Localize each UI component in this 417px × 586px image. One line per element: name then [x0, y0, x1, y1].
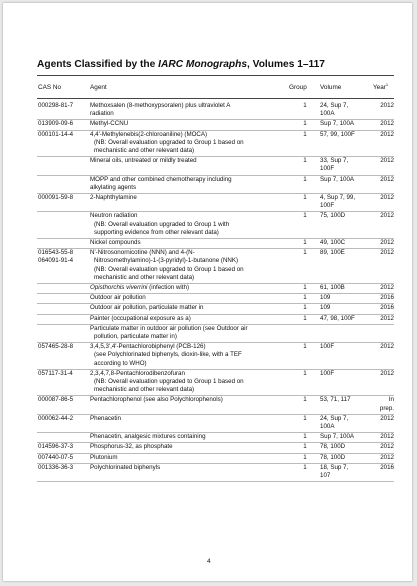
row-agent-line: (NB: Overall evaluation upgraded to Group 1 based on: [94, 378, 244, 385]
row-agent-line: (see Polychlorinated biphenyls, dioxin-like, with a TEF: [94, 351, 242, 359]
row-volume-line: 89, 100E: [320, 249, 345, 257]
row-group: 1: [303, 443, 307, 451]
title-italic: IARC Monographs: [158, 59, 248, 70]
row-volume-line: 61, 100B: [320, 284, 345, 291]
row-group: 1: [303, 194, 307, 201]
row-agent-line: (NB: Overall evaluation upgraded to Group 1 based on: [94, 265, 244, 273]
row-volume-line: Sup 7, 100A: [320, 120, 355, 128]
row-agent-line: 4,4'-Methylenebis(2-chloroaniline) (MOCA): [90, 130, 208, 138]
row-year-line: 2012: [380, 249, 394, 257]
row-agent-line: Methoxsalen (8-methoxypsoralen) plus ultraviolet A: [90, 102, 231, 109]
row-year-line: 2012: [380, 130, 394, 138]
row-agent-line: Polychlorinated biphenyls: [90, 463, 161, 471]
row-cas: 000101-14-4: [38, 130, 74, 138]
row-agent-line: Painter (occupational exposure as a): [90, 314, 191, 322]
row-year-line: 2012: [380, 120, 394, 128]
header-agent: Agent: [90, 84, 107, 91]
row-year-line: 2012: [380, 175, 394, 183]
row-agent-line: according to WHO): [94, 359, 147, 367]
row-agent-line: Nitrosomethylamino)-1-(3-pyridyl)-1-butanone (NNK): [94, 257, 239, 265]
row-year-line: 2012: [380, 443, 394, 451]
row-group: 1: [303, 249, 307, 257]
top-rule: [37, 75, 394, 76]
row-agent-line: (NB: Overall evaluation upgraded to Group 1 with: [94, 220, 230, 228]
header-group: Group: [289, 84, 307, 91]
row-agent-line: radiation: [90, 110, 114, 118]
row-agent-line: Particulate matter in outdoor air pollution (see Outdoor air: [90, 324, 248, 332]
row-volume-line: 109: [320, 304, 331, 312]
row-volume-line: 18, Sup 7,: [320, 463, 349, 471]
row-cas: 000062-44-2: [38, 414, 74, 422]
row-agent-line: 3,4,5,3',4'-Pentachlorobiphenyl (PCB-126): [90, 343, 206, 351]
row-year-line: prep.: [379, 404, 394, 412]
row-agent-line: 2-Naphthylamine: [90, 194, 137, 201]
row-year-line: 2012: [380, 314, 394, 322]
row-agent-line: Phenacetin: [90, 414, 121, 422]
row-volume-line: Sup 7, 100A: [320, 175, 355, 183]
row-agent-line: Neutron radiation: [90, 212, 138, 220]
row-group: 1: [303, 157, 307, 165]
row-cas-secondary: 064091-91-4: [38, 257, 74, 265]
row-group: 1: [303, 212, 307, 220]
header-year: [373, 81, 389, 92]
row-volume-line: 24, Sup 7,: [320, 414, 349, 422]
row-cas: 014596-37-3: [38, 443, 74, 451]
row-volume-line: 100A: [320, 423, 335, 430]
row-group: 1: [303, 294, 307, 302]
page-number: 4: [207, 558, 211, 565]
row-year-line: 2012: [380, 194, 394, 201]
row-agent-line: Pentachlorophenol (see also Polychlorophenols): [90, 396, 223, 404]
row-volume-line: 100F: [320, 343, 335, 351]
row-agent-line: Opisthorchis viverrini (infection with): [90, 284, 190, 291]
row-year-line: 2012: [380, 212, 394, 220]
row-agent-line: Phenacetin, analgesic mixtures containing: [90, 433, 206, 441]
row-group: 1: [303, 414, 307, 422]
row-year-line: 2012: [380, 239, 394, 246]
row-cas: 016543-55-8: [38, 249, 74, 257]
title-suffix: , Volumes 1–117: [247, 59, 325, 70]
row-volume-line: Sup 7, 100A: [320, 433, 355, 441]
row-cas: 013909-09-6: [38, 120, 74, 128]
row-agent-line: Outdoor air pollution, particulate matter in: [90, 304, 204, 312]
row-volume-line: 49, 100C: [320, 239, 346, 246]
row-cas: 057117-31-4: [38, 369, 73, 377]
row-cas: 000087-86-5: [38, 396, 74, 404]
row-volume-line: 107: [320, 472, 331, 479]
row-cas: 000298-81-7: [38, 102, 74, 109]
row-group: 1: [303, 433, 307, 441]
row-group: 1: [303, 239, 307, 246]
row-year-line: 2012: [380, 453, 394, 461]
row-cas: 001336-36-3: [38, 463, 74, 471]
row-group: 1: [303, 175, 307, 183]
row-agent-line: mechanistic and other relevant data): [94, 147, 195, 154]
row-volume-line: 100F: [320, 165, 335, 173]
row-year-line: 2016: [380, 294, 394, 302]
page-title: [37, 59, 397, 70]
row-year-line: 2012: [380, 414, 394, 422]
row-volume-line: 78, 100D: [320, 453, 346, 461]
row-agent-line: Phosphorus-32, as phosphate: [90, 443, 173, 451]
header-cas: CAS No: [38, 84, 62, 91]
row-group: 1: [303, 396, 307, 404]
row-volume-line: 4, Sup 7, 99,: [320, 194, 356, 201]
row-agent-line: MOPP and other combined chemotherapy including: [90, 175, 232, 183]
row-group: 1: [303, 314, 307, 322]
header-year-label: Year: [373, 84, 386, 91]
header-rule: [37, 98, 394, 99]
row-year-line: 2012: [380, 433, 394, 441]
row-year-line: 2016: [380, 304, 394, 312]
document-page: [3, 3, 412, 581]
row-volume-line: 100A: [320, 110, 335, 118]
row-agent-line: N'-Nitrosonornicotine (NNN) and 4-(N-: [90, 249, 195, 257]
row-agent-line: supporting evidence from other relevant data): [94, 228, 219, 236]
row-group: 1: [303, 369, 307, 377]
row-volume-line: 78, 100D: [320, 443, 346, 451]
row-year-line: 2016: [380, 463, 394, 471]
row-agent-line: mechanistic and other relevant data): [94, 386, 195, 394]
row-group: 1: [303, 463, 307, 471]
row-agent-line: (NB: Overall evaluation upgraded to Group 1 based on: [94, 138, 244, 146]
row-volume-line: 47, 98, 100F: [320, 314, 355, 322]
row-year-line: In: [388, 396, 394, 404]
row-cas: 007440-07-5: [38, 453, 74, 461]
row-volume-line: 109: [320, 294, 331, 302]
row-group: 1: [303, 453, 307, 461]
row-year-line: 2012: [380, 284, 394, 291]
row-volume-line: 75, 100D: [320, 212, 346, 220]
row-volume-line: 100F: [320, 202, 335, 210]
header-volume: Volume: [320, 84, 342, 91]
row-cas: 000091-59-8: [38, 194, 74, 201]
row-agent-line: mechanistic and other relevant data): [94, 273, 195, 281]
row-agent-line: Outdoor air pollution: [90, 294, 146, 302]
title-prefix: Agents Classified by the: [37, 59, 159, 70]
header-year-footnote-marker: 1: [385, 81, 389, 87]
row-volume-line: 57, 99, 100F: [320, 130, 355, 138]
row-group: 1: [303, 120, 307, 128]
row-separator: [37, 481, 394, 482]
row-volume-line: 24, Sup 7,: [320, 102, 349, 109]
row-year-line: 2012: [380, 157, 394, 165]
row-volume-line: 100F: [320, 369, 335, 377]
row-group: 1: [303, 102, 307, 109]
row-group: 1: [303, 304, 307, 312]
row-agent-line: 2,3,4,7,8-Pentachlorodibenzofuran: [90, 369, 185, 377]
row-cas: 057465-28-8: [38, 343, 74, 351]
row-agent-line: Mineral oils, untreated or mildly treated: [90, 157, 197, 165]
row-year-line: 2012: [380, 343, 394, 351]
row-year-line: 2012: [380, 369, 394, 377]
row-agent-line: Plutonium: [90, 453, 118, 461]
row-year-line: 2012: [380, 102, 394, 109]
row-agent-line: pollution, particulate matter in): [94, 333, 177, 340]
row-agent-line: alkylating agents: [90, 183, 137, 191]
row-group: 1: [303, 284, 307, 291]
row-agent-line: Methyl-CCNU: [90, 120, 129, 128]
row-volume-line: 53, 71, 117: [320, 396, 351, 404]
row-group: 1: [303, 343, 307, 351]
row-agent-line: Nickel compounds: [90, 239, 141, 246]
row-volume-line: 33, Sup 7,: [320, 157, 349, 165]
row-group: 1: [303, 130, 307, 138]
